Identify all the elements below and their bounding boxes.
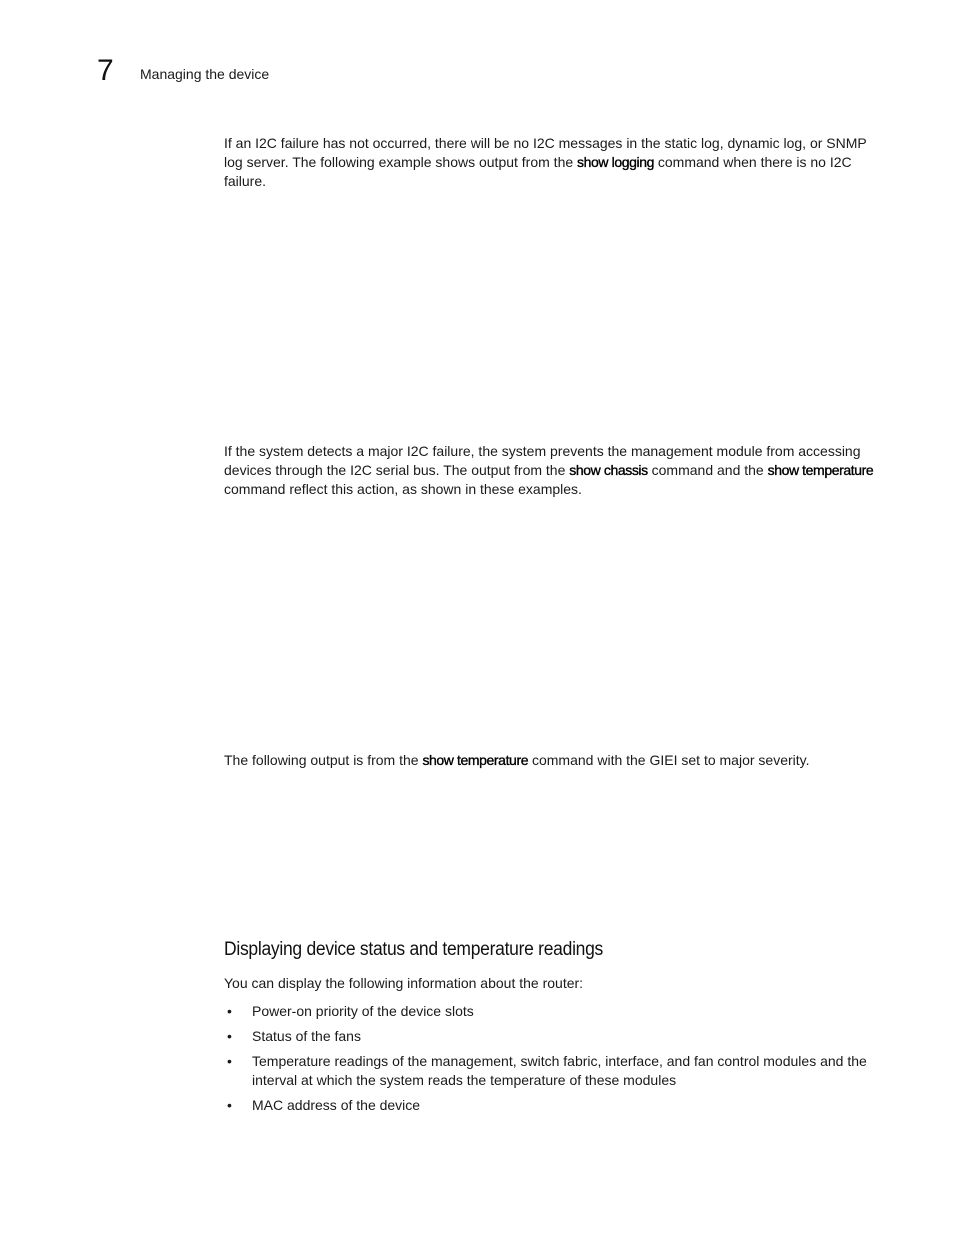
bullet-icon: • — [227, 1053, 232, 1069]
list-item-text: MAC address of the device — [252, 1097, 421, 1113]
paragraph-text: If the system detects a major I2C failure, the system prevents the management module from accessing devices through the I2C serial bus. The output from the — [224, 443, 861, 478]
command-show-logging: show logging — [577, 154, 654, 170]
chapter-title: Managing the device — [140, 66, 270, 82]
paragraph-text: The following output is from the — [224, 752, 423, 768]
section-intro: You can display the following information about the router: — [224, 975, 584, 991]
paragraph-text: command with the GIEI set to major severity. — [528, 752, 810, 768]
list-item — [224, 1052, 876, 1090]
list-item — [224, 1096, 876, 1115]
bullet-icon: • — [227, 1028, 232, 1044]
paragraph-giei-major — [224, 751, 876, 770]
paragraph-text: command and the — [647, 462, 768, 478]
command-show-temperature: show temperature — [767, 462, 874, 478]
command-show-temperature: show temperature — [422, 752, 529, 768]
paragraph-text: If an I2C failure has not occurred, there will be no I2C messages in the static log, dynamic log, or SNMP log server. The following example shows output from the — [224, 135, 867, 170]
bullet-icon: • — [227, 1097, 232, 1113]
paragraph-no-i2c-failure — [224, 134, 876, 191]
paragraph-major-i2c-failure — [224, 442, 876, 499]
bullet-list — [224, 1002, 876, 1121]
list-item-text: Temperature readings of the management, switch fabric, interface, and fan control modules and the interval at which the system reads the temperature of these modules — [252, 1053, 867, 1088]
list-item-text: Status of the fans — [252, 1028, 361, 1044]
paragraph-text: command reflect this action, as shown in these examples. — [224, 481, 582, 497]
paragraph-text: command when there is no I2C failure. — [224, 154, 852, 189]
list-item — [224, 1002, 876, 1021]
command-show-chassis: show chassis — [569, 462, 648, 478]
list-item — [224, 1027, 876, 1046]
chapter-number: 7 — [97, 54, 114, 87]
section-heading: Displaying device status and temperature readings — [224, 939, 604, 960]
bullet-icon: • — [227, 1003, 232, 1019]
list-item-text: Power-on priority of the device slots — [252, 1003, 474, 1019]
